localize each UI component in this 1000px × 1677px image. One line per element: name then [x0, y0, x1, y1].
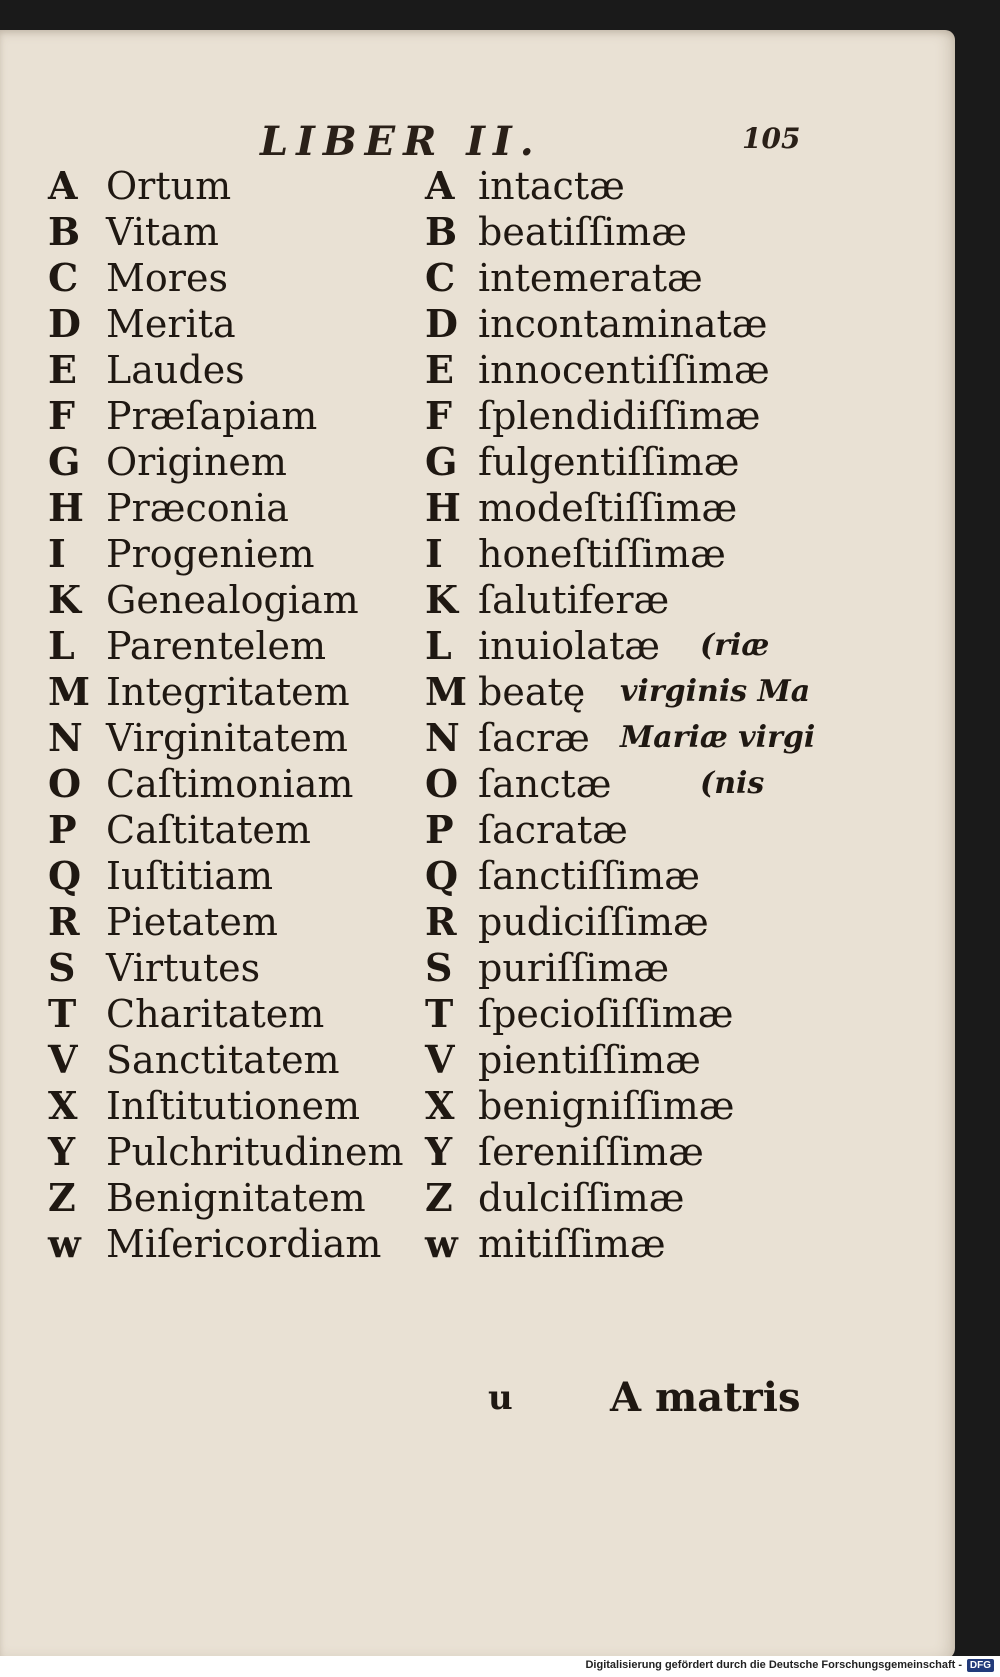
right-word: pientiſſimæ — [478, 1038, 701, 1082]
left-word: Miſericordiam — [106, 1222, 382, 1266]
right-letter: K — [425, 577, 459, 622]
right-letter: I — [425, 531, 443, 576]
right-word: innocentiſſimæ — [478, 348, 770, 392]
right-row — [0, 392, 940, 440]
right-letter: O — [425, 761, 459, 806]
left-word: Benignitatem — [106, 1176, 366, 1220]
right-word: beatę — [478, 670, 586, 714]
right-letter: M — [425, 669, 468, 714]
left-word: Laudes — [106, 348, 245, 392]
catchword: A matris — [610, 1374, 801, 1421]
right-row — [0, 1036, 940, 1084]
right-word: ſalutiferæ — [478, 578, 670, 622]
right-row — [0, 530, 940, 578]
right-letter: L — [425, 623, 452, 668]
left-word: Genealogiam — [106, 578, 359, 622]
left-letter: H — [48, 485, 84, 530]
right-letter: P — [425, 807, 454, 852]
right-letter: B — [425, 209, 458, 254]
right-letter: T — [425, 991, 454, 1036]
right-row — [0, 714, 940, 762]
right-word: fulgentiſſimæ — [478, 440, 740, 484]
left-word: Charitatem — [106, 992, 325, 1036]
right-letter: D — [425, 301, 458, 346]
right-row — [0, 806, 940, 854]
marginal-note: virginis Ma — [620, 674, 811, 709]
left-letter: T — [48, 991, 77, 1036]
left-letter: E — [48, 347, 77, 392]
left-letter: P — [48, 807, 77, 852]
left-letter: C — [48, 255, 79, 300]
signature-mark: u — [488, 1378, 513, 1418]
marginal-note: (nis — [700, 766, 765, 801]
right-word: benigniſſimæ — [478, 1084, 735, 1128]
dfg-logo-icon: DFG — [967, 1659, 994, 1672]
right-row — [0, 1220, 940, 1268]
right-letter: G — [425, 439, 458, 484]
left-letter: Q — [48, 853, 82, 898]
right-letter: V — [425, 1037, 455, 1082]
right-letter: R — [425, 899, 457, 944]
right-word: puriſſimæ — [478, 946, 670, 990]
right-row — [0, 484, 940, 532]
left-letter: S — [48, 945, 76, 990]
left-letter: X — [48, 1083, 78, 1128]
right-letter: Q — [425, 853, 459, 898]
running-title: LIBER II. — [260, 118, 542, 165]
right-row — [0, 944, 940, 992]
left-word: Originem — [106, 440, 287, 484]
right-word: modeſtiſſimæ — [478, 486, 738, 530]
left-word: Merita — [106, 302, 236, 346]
right-row — [0, 1082, 940, 1130]
left-word: Ortum — [106, 164, 232, 208]
left-letter: B — [48, 209, 81, 254]
right-word: ſacratæ — [478, 808, 628, 852]
left-word: Caſtitatem — [106, 808, 311, 852]
left-letter: A — [48, 163, 78, 208]
left-letter: L — [48, 623, 75, 668]
left-word: Virginitatem — [106, 716, 348, 760]
left-word: Sanctitatem — [106, 1038, 340, 1082]
left-letter: M — [48, 669, 91, 714]
marginal-note: Mariæ virgi — [620, 720, 816, 755]
left-word: Inſtitutionem — [106, 1084, 361, 1128]
right-letter: Y — [425, 1129, 453, 1174]
right-row — [0, 668, 940, 716]
right-row — [0, 254, 940, 302]
right-letter: F — [425, 393, 452, 438]
right-word: mitiſſimæ — [478, 1222, 666, 1266]
right-letter: Z — [425, 1175, 453, 1220]
left-word: Mores — [106, 256, 228, 300]
left-letter: D — [48, 301, 81, 346]
right-letter: E — [425, 347, 454, 392]
right-word: ſanctiſſimæ — [478, 854, 700, 898]
right-word: dulciſſimæ — [478, 1176, 685, 1220]
right-letter: w — [425, 1221, 458, 1266]
right-word: ſacræ — [478, 716, 590, 760]
right-word: pudiciſſimæ — [478, 900, 709, 944]
left-letter: F — [48, 393, 75, 438]
left-letter: Y — [48, 1129, 76, 1174]
right-word: ſanctæ — [478, 762, 612, 806]
right-letter: A — [425, 163, 455, 208]
left-letter: G — [48, 439, 81, 484]
right-letter: H — [425, 485, 461, 530]
left-word: Iuſtitiam — [106, 854, 274, 898]
left-word: Pulchritudinem — [106, 1130, 404, 1174]
right-row — [0, 990, 940, 1038]
right-row — [0, 760, 940, 808]
left-letter: I — [48, 531, 66, 576]
left-letter: w — [48, 1221, 81, 1266]
left-word: Vitam — [106, 210, 219, 254]
left-word: Præſapiam — [106, 394, 318, 438]
right-row — [0, 438, 940, 486]
left-letter: V — [48, 1037, 78, 1082]
right-word: incontaminatæ — [478, 302, 768, 346]
right-letter: N — [425, 715, 460, 760]
left-word: Integritatem — [106, 670, 350, 714]
right-row — [0, 852, 940, 900]
left-word: Virtutes — [106, 946, 261, 990]
page-number: 105 — [742, 122, 801, 155]
right-letter: S — [425, 945, 453, 990]
right-word: inuiolatæ — [478, 624, 660, 668]
left-word: Præconia — [106, 486, 289, 530]
right-row — [0, 208, 940, 256]
left-letter: Z — [48, 1175, 76, 1220]
right-word: intemeratæ — [478, 256, 703, 300]
right-letter: C — [425, 255, 456, 300]
right-word: beatiſſimæ — [478, 210, 687, 254]
left-word: Caſtimoniam — [106, 762, 354, 806]
right-row — [0, 622, 940, 670]
left-letter: K — [48, 577, 82, 622]
right-row — [0, 1128, 940, 1176]
right-row — [0, 576, 940, 624]
right-word: honeſtiſſimæ — [478, 532, 726, 576]
left-letter: R — [48, 899, 80, 944]
left-word: Progeniem — [106, 532, 315, 576]
right-row — [0, 162, 940, 210]
right-word: ſplendidiſſimæ — [478, 394, 761, 438]
right-word: ſpecioſiſſimæ — [478, 992, 734, 1036]
marginal-note: (riæ — [700, 628, 770, 663]
right-row — [0, 898, 940, 946]
right-row — [0, 300, 940, 348]
right-row — [0, 1174, 940, 1222]
footer-credit: Digitalisierung gefördert durch die Deutsche Forschungsgemeinschaft - — [585, 1659, 962, 1671]
right-word: intactæ — [478, 164, 625, 208]
left-letter: N — [48, 715, 83, 760]
right-letter: X — [425, 1083, 455, 1128]
left-word: Parentelem — [106, 624, 327, 668]
right-row — [0, 346, 940, 394]
left-word: Pietatem — [106, 900, 278, 944]
left-letter: O — [48, 761, 82, 806]
right-word: ſereniſſimæ — [478, 1130, 704, 1174]
